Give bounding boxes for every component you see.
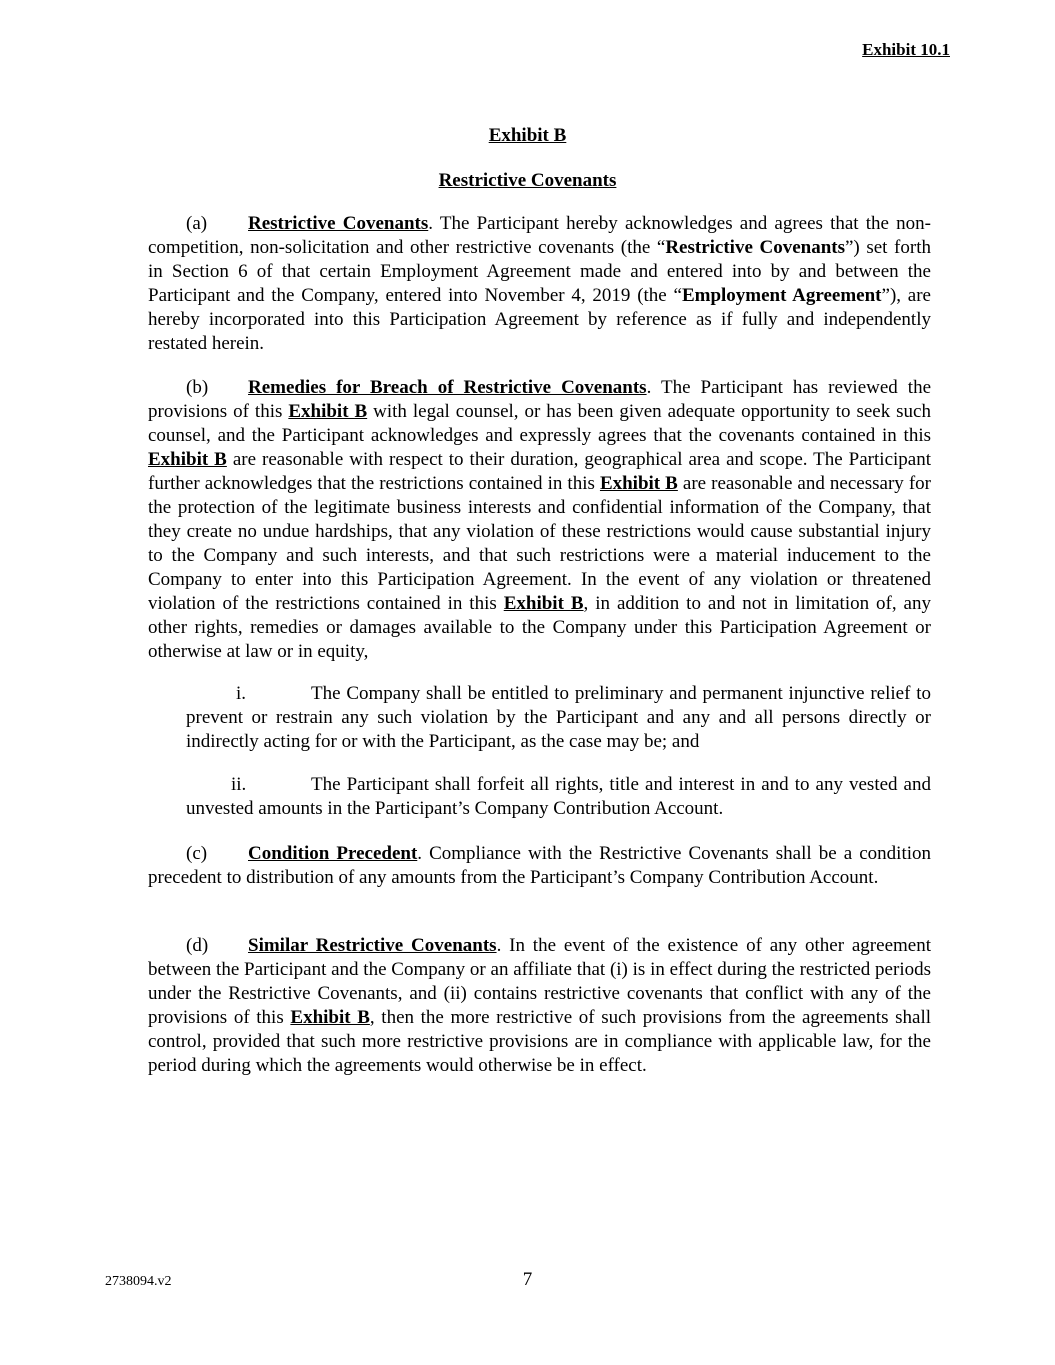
paragraph-text: , in addition to and not in limitation of, any other rights, remedies or damages available to the Company under this Participation Agreement or otherwise at law or in equity, (148, 593, 931, 662)
exhibit-reference: Exhibit B (148, 449, 227, 470)
paragraph-heading: Remedies for Breach of Restrictive Covenants (248, 377, 647, 398)
paragraph-label: (a) (186, 213, 208, 234)
paragraph-a (148, 212, 931, 356)
exhibit-reference: Exhibit B (503, 593, 584, 614)
paragraph-heading: Condition Precedent (248, 843, 418, 864)
exhibit-reference: Exhibit B (599, 473, 678, 494)
paragraph-text: ”), are hereby incorporated into this Participation Agreement by reference as if fully and independently restated herein. (148, 285, 931, 354)
paragraph-text: . In the event of the existence of any other agreement between the Participant and the Company or an affiliate that (i) is in effect during the restricted periods under the Restrictive Covenants, and (ii) contains restrictive covenants that conflict with any of the provisions of this (148, 935, 931, 1028)
paragraph-text: are reasonable and necessary for the protection of the legitimate business interests and confidential information of the Company, that they create no undue hardships, that any violation of these restrictions would cause substantial injury to the Company and such interests, and that such restrictions were a material inducement to the Company to enter into this Participation Agreement. In the event of any violation or threatened violation of the restrictions contained in this (148, 473, 931, 614)
document-id: 2738094.v2 (105, 1274, 172, 1289)
paragraph-label: (c) (186, 843, 208, 864)
paragraph-text: , then the more restrictive of such provisions from the agreements shall control, provided that such more restrictive provisions are in compliance with applicable law, for the period during which the agreements would otherwise be in effect. (148, 1007, 932, 1076)
paragraph-text: . Compliance with the Restrictive Covenants shall be a condition precedent to distribution of any amounts from the Participant’s Company Contribution Account. (148, 843, 932, 888)
paragraph-text: . The Participant has reviewed the provisions of this (148, 377, 931, 422)
exhibit-number: Exhibit 10.1 (862, 40, 950, 59)
exhibit-reference: Exhibit B (288, 401, 368, 422)
subparagraph-text: The Company shall be entitled to preliminary and permanent injunctive relief to prevent or restrain any such violation by the Participant and any and all persons directly or indirectly acting for or with the Participant, as the case may be; and (186, 683, 931, 752)
page-number: 7 (522, 1269, 533, 1290)
paragraph-d (148, 934, 931, 1078)
paragraph-text: . The Participant hereby acknowledges and agrees that the non-competition, non-solicitation and other restrictive covenants (the “ (148, 213, 931, 258)
paragraph-label: (b) (186, 377, 209, 398)
paragraph-text: with legal counsel, or has been given adequate opportunity to seek such counsel, and the Participant acknowledges and expressly agrees that the covenants contained in this (148, 401, 931, 446)
paragraph-text: ”) set forth in Section 6 of that certain Employment Agreement made and entered into by and between the Participant and the Company, entered into November 4, 2019 (the “ (148, 237, 931, 306)
defined-term: Restrictive Covenants (665, 237, 845, 258)
paragraph-heading: Similar Restrictive Covenants (248, 935, 497, 956)
defined-term: Employment Agreement (681, 285, 882, 306)
subparagraph-number: i. (236, 683, 247, 704)
document-title: Exhibit B (488, 125, 567, 146)
paragraph-b (148, 376, 931, 664)
subparagraph-ii (186, 773, 931, 821)
paragraph-heading: Restrictive Covenants (248, 213, 429, 234)
document-subtitle: Restrictive Covenants (438, 170, 617, 191)
subparagraph-i (186, 682, 931, 754)
paragraph-c (148, 842, 931, 890)
exhibit-reference: Exhibit B (290, 1007, 370, 1028)
paragraph-label: (d) (186, 935, 209, 956)
subparagraph-text: The Participant shall forfeit all rights, title and interest in and to any vested and unvested amounts in the Participant’s Company Contribution Account. (186, 774, 931, 819)
subparagraph-number: ii. (231, 774, 247, 795)
paragraph-text: are reasonable with respect to their duration, geographical area and scope. The Participant further acknowledges that the restrictions contained in this (148, 449, 931, 494)
